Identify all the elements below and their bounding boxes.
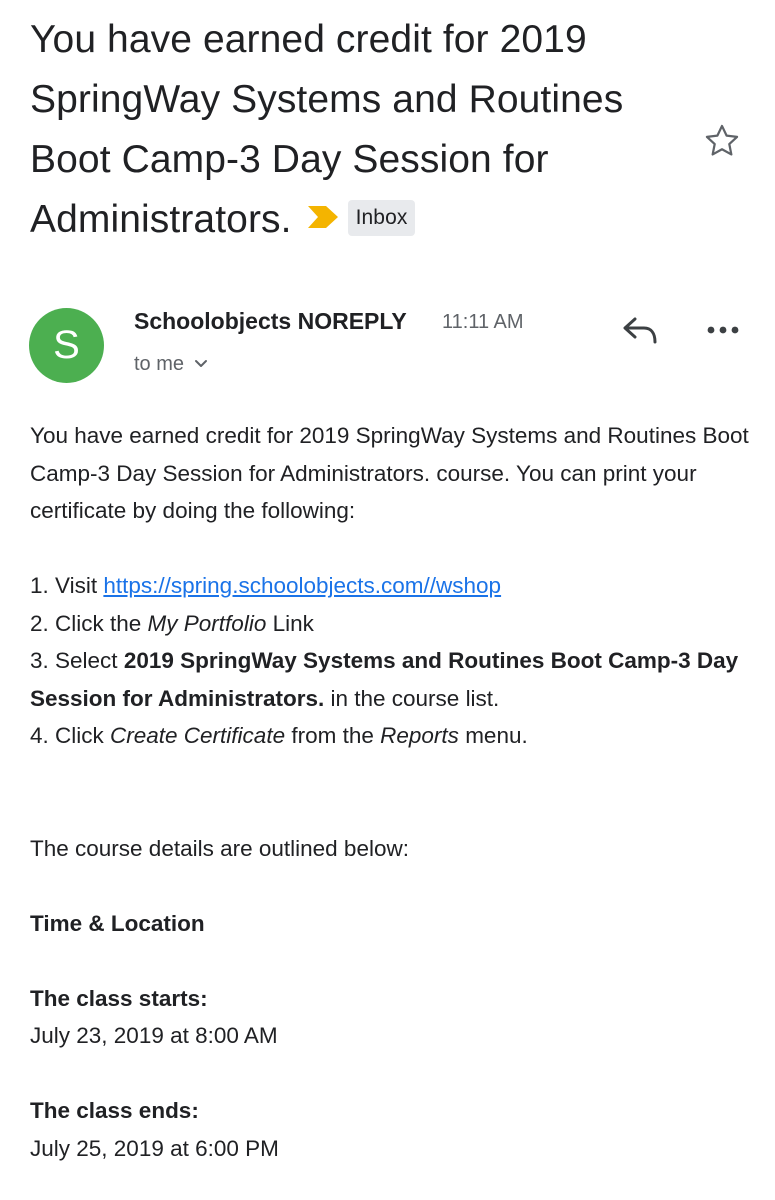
- end-value: July 25, 2019 at 6:00 PM: [30, 1135, 279, 1161]
- email-body: [30, 417, 750, 1167]
- end-label: The class ends:: [30, 1098, 199, 1123]
- start-value: July 23, 2019 at 8:00 AM: [30, 1023, 278, 1048]
- section-heading: Time & Location: [30, 910, 205, 936]
- step-4: 4. Click Create Certificate from the Reports menu.: [30, 723, 528, 748]
- recipient-details-toggle[interactable]: [134, 349, 208, 380]
- email-subject: [30, 10, 680, 252]
- subject-title: You have earned credit for 2019 SpringWay Systems and Routines Boot Camp-3 Day Session for Administrators.: [30, 18, 624, 241]
- step-1: 1. Visit https://spring.schoolobjects.com//wshop: [30, 573, 502, 598]
- portal-link[interactable]: https://spring.schoolobjects.com//wshop: [103, 573, 502, 598]
- start-label: The class starts:: [30, 985, 208, 1011]
- timestamp: 11:11 AM: [442, 311, 524, 333]
- inbox-label[interactable]: Inbox: [348, 200, 416, 236]
- reply-icon[interactable]: [620, 314, 660, 348]
- more-options-icon[interactable]: [704, 318, 742, 342]
- step-3: 3. Select 2019 SpringWay Systems and Routines Boot Camp-3 Day Session for Administrators. in the course list.: [30, 648, 739, 711]
- sender-name: Schoolobjects NOREPLY: [134, 308, 407, 334]
- details-intro: The course details are outlined below:: [30, 835, 409, 861]
- star-icon[interactable]: [703, 122, 741, 160]
- chevron-down-icon: [194, 348, 208, 378]
- intro-paragraph: You have earned credit for 2019 SpringWay Systems and Routines Boot Camp-3 Day Session for Administrators. course. You can print your certificate by doing the following:: [30, 423, 749, 523]
- importance-marker-icon[interactable]: [306, 188, 340, 248]
- recipient-label: to me: [134, 353, 185, 375]
- step-2: 2. Click the My Portfolio Link: [30, 610, 314, 636]
- sender-avatar[interactable]: S: [29, 308, 104, 383]
